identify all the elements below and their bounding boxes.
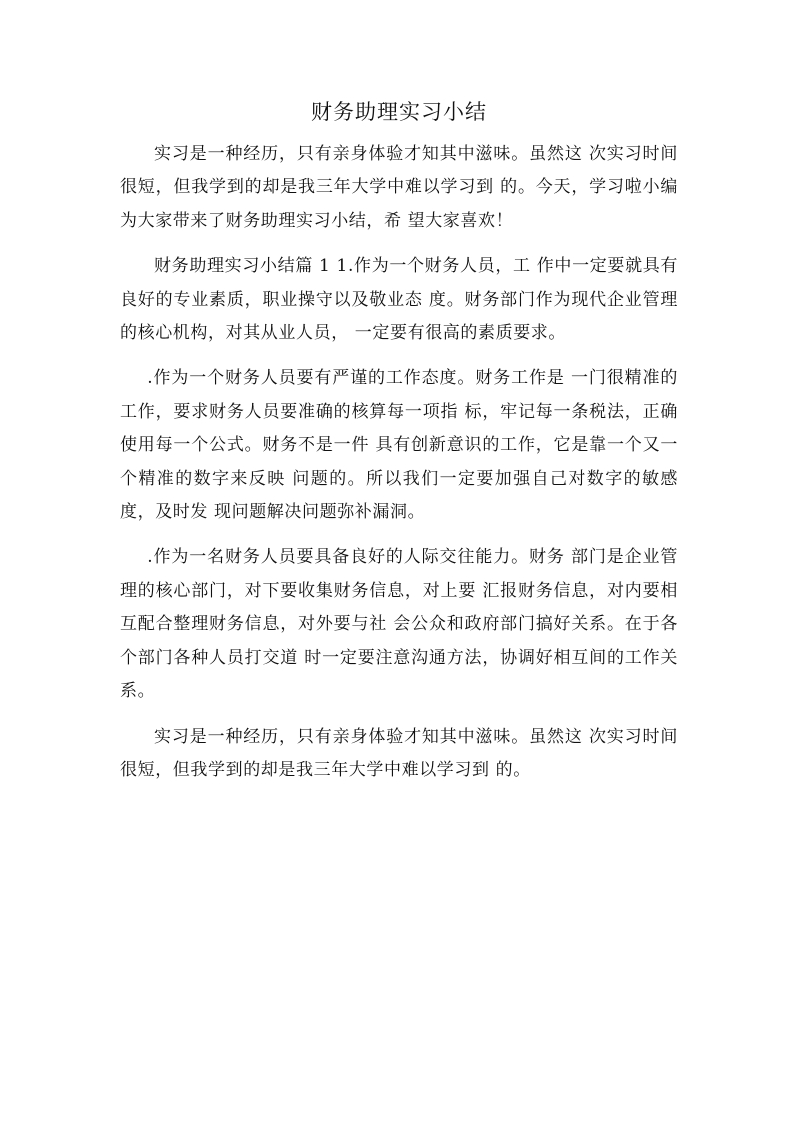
paragraph-section-1: 财务助理实习小结篇 1 1.作为一个财务人员，工 作中一定要就具有良好的专业素质，职业操守以及敬业态 度。财务部门作为现代企业管理的核心机构，对其从业人员， 一定要有很高的素质要求。 (120, 256, 678, 344)
document-title: 财务助理实习小结 (311, 100, 487, 124)
paragraph-intro: 实习是一种经历，只有亲身体验才知其中滋味。虽然这 次实习时间很短，但我学到的却是我三年大学中难以学习到 的。今天，学习啦小编为大家带来了财务助理实习小结，希 望大家喜欢！ (120, 144, 678, 231)
paragraph-repeat-intro: 实习是一种经历，只有亲身体验才知其中滋味。虽然这 次实习时间很短，但我学到的却是我三年大学中难以学习到 的。 (120, 726, 678, 780)
paragraph-work-attitude: .作为一个财务人员要有严谨的工作态度。财务工作是 一门很精准的工作，要求财务人员要准确的核算每一项指 标，牢记每一条税法，正确使用每一个公式。财务不是一件 具有创新意识的工作，它是靠一个又一个精准的数字来反映 问题的。所以我们一定要加强自己对数字的敏感度，及时发 现问题解决问题弥补漏洞。 (120, 368, 678, 523)
document-page (120, 92, 678, 799)
paragraph-interpersonal: .作为一名财务人员要具备良好的人际交往能力。财务 部门是企业管理的核心部门，对下要收集财务信息，对上要 汇报财务信息，对内要相互配合整理财务信息，对外要与社 会公众和政府部门搞好关系。在于各个部门各种人员打交道 时一定要注意沟通方法，协调好相互间的工作关系。 (120, 547, 678, 702)
